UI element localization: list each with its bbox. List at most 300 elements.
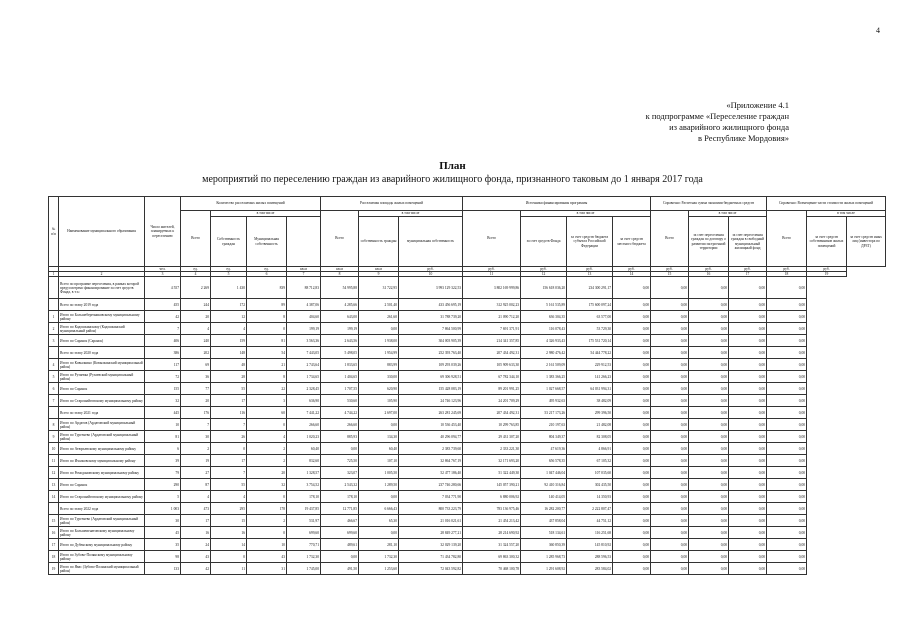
value-cell: 0,00 [651, 467, 689, 479]
value-cell: 19 [181, 455, 211, 467]
value-cell: 21 454 213,42 [463, 515, 521, 527]
value-cell: 6 [145, 443, 181, 455]
value-cell: 0,00 [651, 563, 689, 575]
row-number-cell: 7 [49, 395, 59, 407]
appendix-line: «Приложение 4.1 [726, 100, 789, 110]
value-cell: 0,00 [767, 527, 807, 539]
value-cell: 1 954,99 [359, 347, 399, 359]
value-cell: 518 134,61 [521, 527, 567, 539]
value-cell: 883,99 [359, 359, 399, 371]
value-cell: 178 [247, 503, 287, 515]
value-cell: 32 [145, 395, 181, 407]
value-cell: 155 [145, 383, 181, 395]
value-cell: 30 [145, 515, 181, 527]
value-cell: 0,00 [767, 503, 807, 515]
value-cell: 0,00 [689, 277, 729, 299]
value-cell: 0,00 [729, 383, 767, 395]
value-cell: 234 300 291,17 [567, 277, 613, 299]
unit-cell: руб. [651, 267, 689, 272]
value-cell: 0,00 [613, 323, 651, 335]
value-cell: 0,00 [613, 431, 651, 443]
value-cell: 19 437,85 [287, 503, 321, 515]
value-cell: 0,00 [729, 503, 767, 515]
municipality-name-cell: Итого по Тургенево (Ардатовский муниципальный район) [59, 515, 145, 527]
table-row [49, 359, 886, 371]
value-cell: 6 880 006,92 [463, 491, 521, 503]
value-cell: 21 016 021,61 [399, 515, 463, 527]
value-cell: 0,00 [651, 335, 689, 347]
header-incl: в том числе [211, 211, 321, 217]
value-cell: 7 034 771,90 [399, 491, 463, 503]
column-number-cell: 8 [321, 272, 359, 277]
value-cell: 172 [211, 299, 247, 311]
value-cell: 175 531 720,14 [567, 335, 613, 347]
value-cell: 141 266,23 [567, 371, 613, 383]
value-cell: 0,00 [689, 563, 729, 575]
value-cell: 40 296 094,77 [399, 431, 463, 443]
value-cell: 0,00 [729, 527, 767, 539]
value-cell: 21 090 712,20 [463, 311, 521, 323]
value-cell: 0,00 [767, 371, 807, 383]
value-cell: 643,00 [321, 311, 359, 323]
page-number: 4 [876, 26, 880, 35]
value-cell: 21 [247, 359, 287, 371]
value-cell: 0,00 [651, 491, 689, 503]
value-cell: 7 [181, 419, 211, 431]
value-cell: 12 771,85 [321, 503, 359, 515]
municipality-name-cell: Итого по Ардатов (Ардатовский муниципальный район) [59, 419, 145, 431]
value-cell: 77 [181, 383, 211, 395]
municipality-name-cell: Всего по этапу 2020 года [59, 347, 145, 359]
value-cell: 2 543,32 [321, 479, 359, 491]
value-cell: 0,00 [689, 455, 729, 467]
value-cell: 116 078,43 [521, 323, 567, 335]
value-cell: 8 [247, 311, 287, 323]
value-cell: 0,00 [651, 479, 689, 491]
value-cell: 88 712,83 [287, 277, 321, 299]
header-count-citizens: Собственность граждан [211, 217, 247, 267]
value-cell: 0,00 [689, 515, 729, 527]
value-cell: 2 [247, 455, 287, 467]
table-row [49, 311, 886, 323]
value-cell: 0,00 [729, 479, 767, 491]
value-cell: 4 326 933,43 [521, 335, 567, 347]
value-cell: 1 027 668,57 [521, 383, 567, 395]
value-cell: 54 995,88 [321, 277, 359, 299]
value-cell: 839 [247, 277, 287, 299]
value-cell: 0,00 [651, 371, 689, 383]
value-cell: 2 697,00 [359, 407, 399, 419]
value-cell: 636 304,35 [521, 311, 567, 323]
row-number-cell: 5 [49, 371, 59, 383]
value-cell: 17 [211, 455, 247, 467]
value-cell: 0,00 [613, 335, 651, 347]
row-number-cell [49, 277, 59, 299]
plan-subtitle: мероприятий по переселению граждан из аварийного жилищного фонда, признанного таковым до 1 января 2017 года [202, 174, 703, 185]
value-cell: 0,00 [767, 563, 807, 575]
value-cell: 885,93 [321, 431, 359, 443]
value-cell: 27 [181, 467, 211, 479]
value-cell: 0,00 [689, 443, 729, 455]
value-cell: 473 [181, 503, 211, 515]
table-row [49, 527, 886, 539]
value-cell: 145 810,92 [567, 539, 613, 551]
header-group-finance: Источники финансирования программы [463, 197, 651, 211]
table-header [49, 197, 886, 277]
value-cell: 0,00 [613, 539, 651, 551]
value-cell: 4 557 [145, 277, 181, 299]
value-cell: 0,00 [651, 347, 689, 359]
municipality-name-cell: Всего по этапу 2022 года [59, 503, 145, 515]
value-cell: 0,00 [613, 491, 651, 503]
value-cell: 21 482,08 [567, 419, 613, 431]
value-cell: 0,00 [689, 323, 729, 335]
unit-cell: кв.м [321, 267, 359, 272]
row-number-cell: 4 [49, 359, 59, 371]
value-cell: 288 596,53 [567, 551, 613, 563]
row-number-cell: 10 [49, 443, 59, 455]
value-cell: 0,00 [689, 347, 729, 359]
value-cell: 6 666,43 [359, 503, 399, 515]
value-cell: 0,00 [651, 395, 689, 407]
municipality-name-cell: Итого по Саранск [59, 383, 145, 395]
value-cell: 0,00 [729, 539, 767, 551]
value-cell: 0,00 [767, 491, 807, 503]
value-cell: 295 [211, 503, 247, 515]
value-cell: 323,07 [321, 467, 359, 479]
header-group-reference-economy: Справочно: Расчетная сумма экономии бюджетных средств [651, 197, 767, 211]
appendix-line: из аварийного жилищного фонда [669, 122, 789, 132]
header-count-municipal-dup [287, 217, 321, 267]
value-cell: 386 [145, 347, 181, 359]
value-cell: 159 [211, 335, 247, 347]
value-cell: 1 383 366,25 [521, 371, 567, 383]
value-cell: 107,10 [359, 455, 399, 467]
value-cell: 199,19 [287, 323, 321, 335]
unit-cell: руб. [613, 267, 651, 272]
value-cell: 0,00 [613, 277, 651, 299]
value-cell: 0,00 [613, 407, 651, 419]
header-name: Наименование муниципального образования [59, 197, 145, 267]
value-cell: 699,60 [287, 527, 321, 539]
value-cell: 0,00 [651, 527, 689, 539]
row-number-cell: 18 [49, 551, 59, 563]
value-cell: 4 744,22 [321, 407, 359, 419]
value-cell: 0,00 [729, 563, 767, 575]
value-cell: 51 322 449,30 [463, 467, 521, 479]
value-cell: 0,00 [729, 443, 767, 455]
unit-cell: руб. [689, 267, 729, 272]
value-cell: 0,00 [359, 323, 399, 335]
value-cell: 60 [247, 407, 287, 419]
value-cell: 45 [145, 527, 181, 539]
value-cell: 178,10 [287, 491, 321, 503]
header-finance-total: Всего [463, 211, 521, 267]
row-number-cell: 8 [49, 419, 59, 431]
value-cell: 3 993 129 322,53 [399, 277, 463, 299]
value-cell: 5 161 535,89 [521, 299, 567, 311]
value-cell: 0,00 [767, 455, 807, 467]
municipality-name-cell: Итого по Ковылкино (Ковылкинский муниципальный район) [60, 360, 143, 369]
value-cell: 3 [247, 395, 287, 407]
value-cell: 28 849 277,21 [399, 527, 463, 539]
unit-cell: чел. [145, 267, 181, 272]
value-cell: 1 003 [145, 503, 181, 515]
value-cell: 1 005,50 [359, 467, 399, 479]
value-cell: 0,00 [613, 479, 651, 491]
value-cell: 0,00 [729, 551, 767, 563]
value-cell: 0,00 [729, 455, 767, 467]
value-cell: 10 [247, 539, 287, 551]
value-cell: 7 441,22 [287, 407, 321, 419]
value-cell: 240 [181, 335, 211, 347]
value-cell: 0,00 [359, 527, 399, 539]
value-cell: 105,90 [359, 395, 399, 407]
header-comp-other: за счет средств иных лиц (инвестора по ДРЗТ) [847, 217, 886, 267]
value-cell: 89 [247, 299, 287, 311]
value-cell: 437 858,04 [521, 515, 567, 527]
value-cell: 0,00 [359, 491, 399, 503]
value-cell: 0,00 [767, 395, 807, 407]
value-cell: 455 [145, 299, 181, 311]
municipality-name-cell: Всего по программе переселения, в рамках которой предусмотрено финансирование за счет средств Фонда, в т.ч.: [59, 277, 145, 299]
value-cell: 105 909 633,30 [463, 359, 521, 371]
value-cell: 433 456 695,19 [399, 299, 463, 311]
value-cell: 63 577,00 [567, 311, 613, 323]
value-cell: 20 [247, 467, 287, 479]
unit-cell: ед. [211, 267, 247, 272]
value-cell: 2 [247, 443, 287, 455]
value-cell: 31 722,95 [359, 277, 399, 299]
value-cell: 38 482,09 [567, 395, 613, 407]
row-number-cell [49, 347, 59, 359]
table-row [49, 491, 886, 503]
value-cell: 0,00 [651, 503, 689, 515]
value-cell: 2 269 [181, 277, 211, 299]
value-cell: 10 299 763,85 [463, 419, 521, 431]
value-cell: 1 047 446,04 [521, 467, 567, 479]
value-cell: 0,00 [689, 383, 729, 395]
value-cell: 64 031 994,31 [567, 383, 613, 395]
value-cell: 1 430 [211, 277, 247, 299]
value-cell: 0,00 [613, 527, 651, 539]
header-fin-local: за счет средств местного бюджета [613, 217, 651, 267]
municipality-name-cell: Итого по Тургенево (Ардатовский муниципальный район) [59, 431, 145, 443]
value-cell: 0,00 [767, 539, 807, 551]
value-cell: 55 [211, 383, 247, 395]
value-cell: 0,00 [651, 407, 689, 419]
value-cell: 52 477 186,40 [399, 467, 463, 479]
row-number-cell: 1 [49, 311, 59, 323]
value-cell: 266,60 [321, 419, 359, 431]
value-cell: 0,00 [613, 383, 651, 395]
value-cell: 5 498,05 [321, 347, 359, 359]
value-cell: 31 [247, 563, 287, 575]
row-number-cell: 2 [49, 323, 59, 335]
value-cell: 0,00 [767, 383, 807, 395]
value-cell: 1 020,23 [287, 431, 321, 443]
municipality-name-cell: Всего по этапу 2019 года [59, 299, 145, 311]
municipality-name-cell: Итого по Кадошкинскому (Кадошкинский муниципальный район) [59, 323, 145, 335]
value-cell: 22 [247, 383, 287, 395]
column-number-cell: 9 [359, 272, 399, 277]
value-cell: 0,00 [689, 539, 729, 551]
value-cell: 43 [247, 551, 287, 563]
value-cell: 2 743,64 [287, 359, 321, 371]
value-cell: 0,00 [729, 323, 767, 335]
unit-cell: руб. [463, 267, 521, 272]
value-cell: 32 864 767,19 [399, 455, 463, 467]
value-cell: 312 925 002,23 [463, 299, 521, 311]
value-cell: 8 [247, 371, 287, 383]
table-row [49, 277, 886, 299]
value-cell: 1 253,60 [359, 563, 399, 575]
value-cell: 7 [211, 467, 247, 479]
column-number-cell: 11 [463, 272, 521, 277]
row-number-cell: 19 [49, 563, 59, 575]
value-cell: 7 443,05 [287, 347, 321, 359]
value-cell: 42 [181, 563, 211, 575]
value-cell: 0,00 [651, 311, 689, 323]
header-group-reference-compensation: Справочно: Возмещение части стоимости жилых помещений [767, 197, 886, 211]
column-number-cell: 12 [521, 272, 567, 277]
value-cell: 0,00 [613, 443, 651, 455]
value-cell: 44 751,12 [567, 515, 613, 527]
unit-cell: руб. [729, 267, 767, 272]
value-cell: 133 [145, 563, 181, 575]
value-cell: 89 201 991,25 [463, 383, 521, 395]
value-cell: 4 285,66 [321, 299, 359, 311]
header-group-count: Количество расселяемых жилых помещений [181, 197, 321, 211]
value-cell: 3 754,52 [287, 479, 321, 491]
value-cell: 0,00 [767, 431, 807, 443]
table-row [49, 347, 886, 359]
value-cell: 92 410 316,84 [521, 479, 567, 491]
value-cell: 1 285 968,73 [521, 551, 567, 563]
value-cell: 0,00 [729, 311, 767, 323]
value-cell: 71 434 782,80 [399, 551, 463, 563]
value-cell: 330,00 [359, 371, 399, 383]
value-cell: 3 802 169 999,86 [463, 277, 521, 299]
column-number-cell: 14 [613, 272, 651, 277]
value-cell: 0,00 [767, 443, 807, 455]
value-cell: 0,00 [729, 395, 767, 407]
municipality-name-cell: Итого по Большеберезниковскому муниципальному району [59, 311, 145, 323]
value-cell: 0,00 [767, 407, 807, 419]
unit-cell: руб. [567, 267, 613, 272]
value-cell: 0,00 [613, 515, 651, 527]
value-cell: 1 291 608,92 [521, 563, 567, 575]
value-cell: 4 866,91 [567, 443, 613, 455]
header-count-total: Всего [181, 211, 211, 267]
header-eco-free: за счет переселения граждан в свободный муниципальный жилищный фонд [729, 217, 767, 267]
value-cell: 134,30 [359, 431, 399, 443]
value-cell: 1 732,30 [287, 551, 321, 563]
value-cell: 466,67 [321, 515, 359, 527]
value-cell: 1 732,30 [359, 551, 399, 563]
value-cell: 116 [211, 407, 247, 419]
value-cell: 81 [145, 431, 181, 443]
value-cell: 0,00 [613, 503, 651, 515]
value-cell: 70 468 100,78 [463, 563, 521, 575]
value-cell: 304 003 905,39 [399, 335, 463, 347]
header-incl: в том числе [807, 211, 886, 217]
value-cell: 7 691 371,91 [463, 323, 521, 335]
value-cell: 20 [181, 311, 211, 323]
value-cell: 36 [181, 371, 211, 383]
value-cell: 0,00 [767, 299, 807, 311]
value-cell: 783 136 975,46 [463, 503, 521, 515]
value-cell: 0,00 [689, 335, 729, 347]
value-cell: 69 306 928,51 [399, 371, 463, 383]
value-cell: 35 [145, 539, 181, 551]
value-cell: 43 [181, 551, 211, 563]
value-cell: 0,00 [729, 371, 767, 383]
column-number-cell: 17 [729, 272, 767, 277]
value-cell: 0,00 [767, 277, 807, 299]
column-number-cell: 7 [287, 272, 321, 277]
value-cell: 0,00 [359, 419, 399, 431]
municipality-name-cell: Итого по Атюрьевскому муниципальному району [59, 443, 145, 455]
value-cell: 725,50 [321, 455, 359, 467]
value-cell: 489,61 [321, 539, 359, 551]
header-fin-subject: за счет средств бюджета субъекта Российской Федерации [567, 217, 613, 267]
value-cell: 0,00 [729, 515, 767, 527]
value-cell: 199,19 [321, 323, 359, 335]
value-cell: 302 435,50 [567, 479, 613, 491]
unit-cell: руб. [807, 267, 847, 272]
value-cell: 12 [211, 311, 247, 323]
value-cell: 28 214 690,92 [463, 527, 521, 539]
header-comp-owners: за счет средств собственников жилых помещений [807, 217, 847, 267]
value-cell: 0,00 [651, 277, 689, 299]
value-cell: 770,71 [287, 539, 321, 551]
value-cell: 28 [211, 371, 247, 383]
value-cell: 0,00 [651, 551, 689, 563]
value-cell: 0,00 [767, 323, 807, 335]
header-eco-contract: за счет переселения граждан по договору о развитии застроенной территории [689, 217, 729, 267]
value-cell: 24 746 123,96 [399, 395, 463, 407]
table-row [49, 503, 886, 515]
value-cell: 656 578,35 [521, 455, 567, 467]
value-cell: 14 350,93 [567, 491, 613, 503]
value-cell: 69 863 300,32 [463, 551, 521, 563]
row-number-cell: 13 [49, 479, 59, 491]
value-cell: 178,10 [321, 491, 359, 503]
value-cell: 0,00 [651, 443, 689, 455]
value-cell: 0,00 [651, 455, 689, 467]
column-number-cell: 4 [181, 272, 211, 277]
value-cell: 54 [247, 347, 287, 359]
row-number-cell: 12 [49, 467, 59, 479]
value-cell: 0,00 [689, 527, 729, 539]
value-cell: 0,00 [729, 277, 767, 299]
value-cell: 0,00 [613, 347, 651, 359]
value-cell: 53 217 173,26 [521, 407, 567, 419]
table-row [49, 455, 886, 467]
value-cell: 10 536 453,40 [399, 419, 463, 431]
value-cell: 16 [181, 527, 211, 539]
municipality-name-cell: Всего по этапу 2021 года [59, 407, 145, 419]
value-cell: 0,00 [729, 335, 767, 347]
value-cell: 266,60 [287, 419, 321, 431]
value-cell: 72 043 592,82 [399, 563, 463, 575]
value-cell: 175 600 097,24 [567, 299, 613, 311]
value-cell: 82 308,05 [567, 431, 613, 443]
value-cell: 0,00 [613, 455, 651, 467]
municipality-name-cell: Итого по Рузаевка (Рузаевский муниципальный район) [59, 371, 145, 383]
value-cell: 2 328,45 [287, 383, 321, 395]
